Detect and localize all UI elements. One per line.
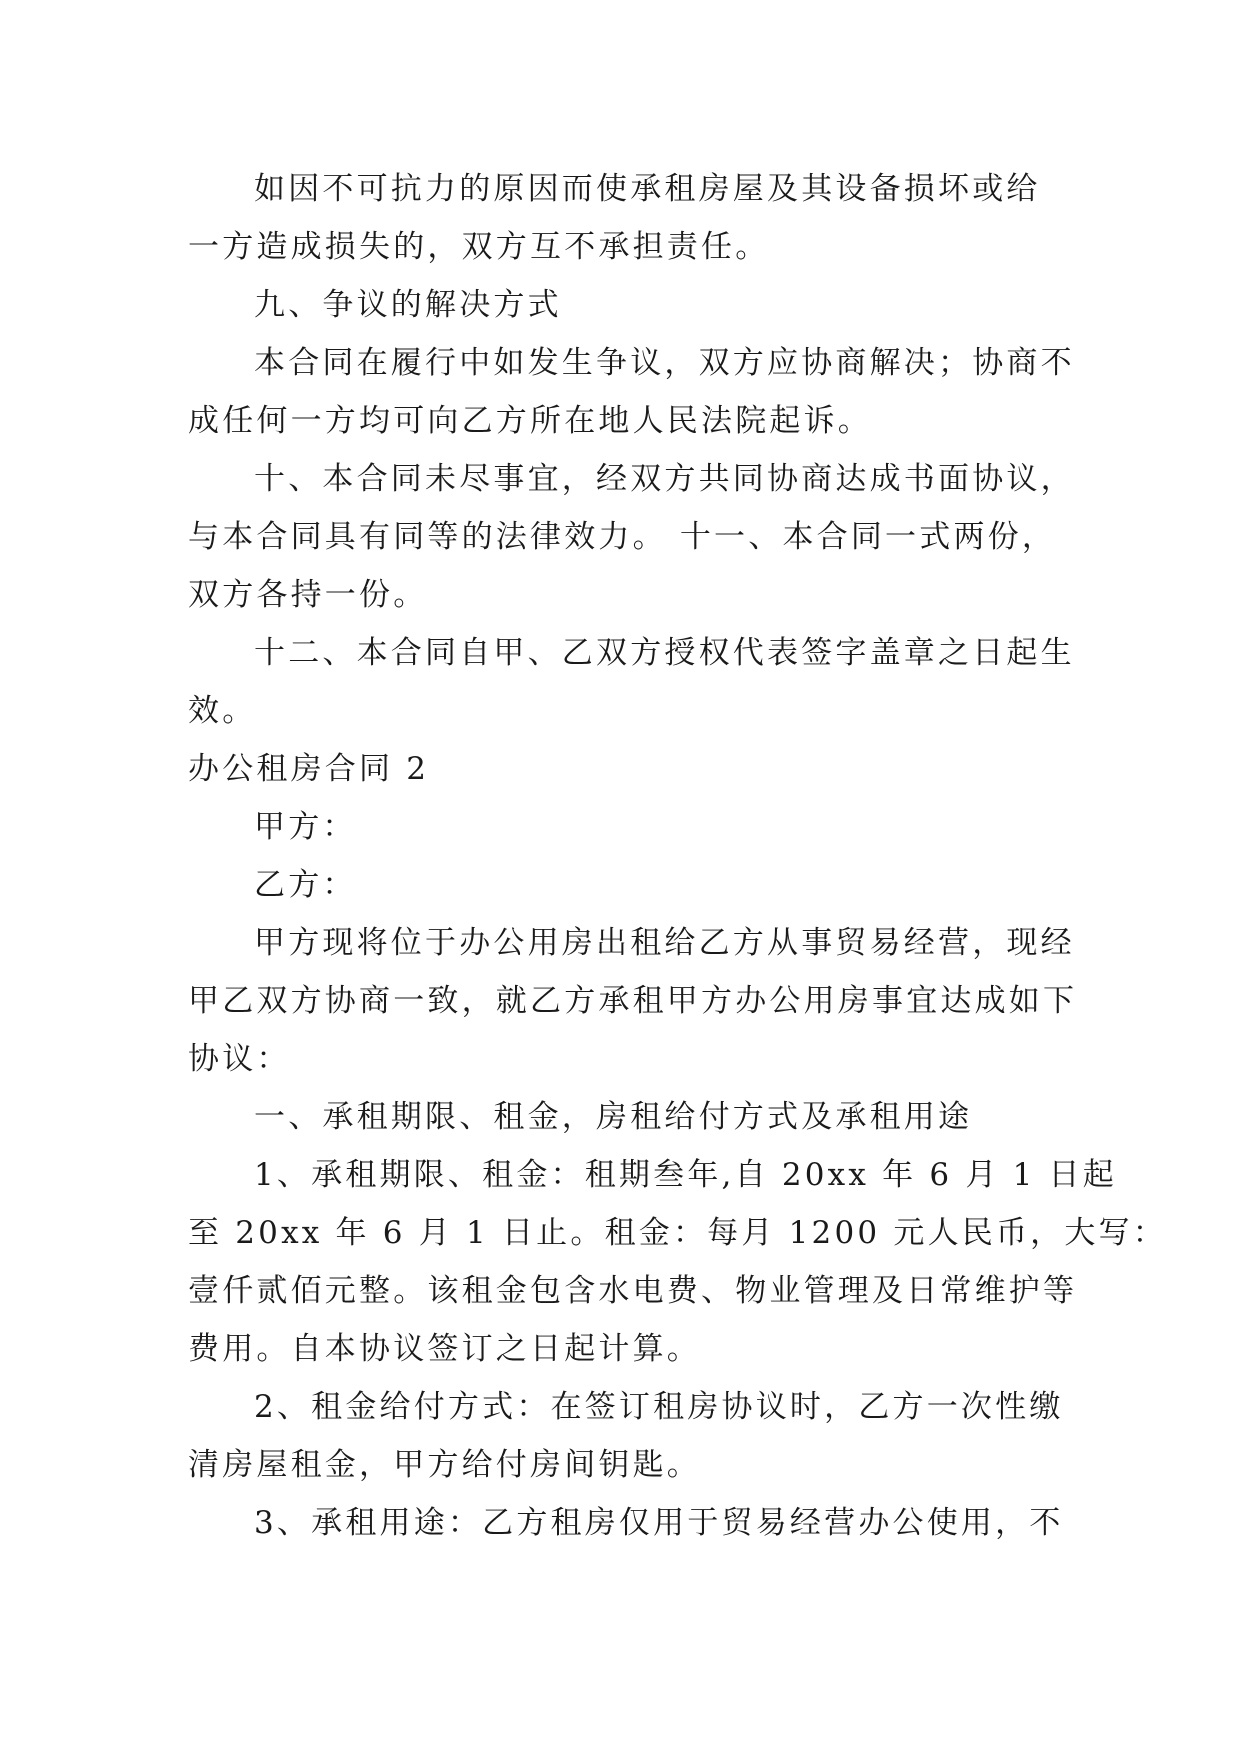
party-a-label: 甲方：	[254, 809, 357, 845]
text-line: 与本合同具有同等的法律效力。 十一、本合同一式两份，	[188, 519, 1057, 555]
text-line: 费用。自本协议签订之日起计算。	[188, 1331, 701, 1367]
text-line: 清房屋租金，甲方给付房间钥匙。	[188, 1447, 701, 1483]
text-line: 至 20xx 年 6 月 1 日止。租金：每月 1200 元人民币，大写：	[188, 1215, 1167, 1251]
text-line: 协议：	[188, 1041, 291, 1077]
text-line: 十、本合同未尽事宜，经双方共同协商达成书面协议，	[254, 461, 1075, 497]
text-line: 1、承租期限、租金：租期叁年,自 20xx 年 6 月 1 日起	[254, 1157, 1117, 1193]
text-line: 效。	[188, 693, 257, 729]
party-b-label: 乙方：	[254, 867, 357, 903]
section-heading: 九、争议的解决方式	[254, 287, 562, 323]
text-line: 本合同在履行中如发生争议，双方应协商解决；协商不	[254, 345, 1075, 381]
text-line: 甲方现将位于办公用房出租给乙方从事贸易经营，现经	[254, 925, 1075, 961]
document-body	[188, 160, 1167, 1552]
text-line: 壹仟贰佰元整。该租金包含水电费、物业管理及日常维护等	[188, 1273, 1078, 1309]
text-line: 一方造成损失的，双方互不承担责任。	[188, 229, 770, 265]
text-line: 2、租金给付方式：在签订租房协议时，乙方一次性缴	[254, 1389, 1064, 1425]
section-heading: 一、承租期限、租金，房租给付方式及承租用途	[254, 1099, 973, 1135]
text-line: 十二、本合同自甲、乙双方授权代表签字盖章之日起生	[254, 635, 1075, 671]
text-line: 甲乙双方协商一致，就乙方承租甲方办公用房事宜达成如下	[188, 983, 1078, 1019]
text-line: 双方各持一份。	[188, 577, 428, 613]
text-line: 成任何一方均可向乙方所在地人民法院起诉。	[188, 403, 872, 439]
document-title: 办公租房合同 2	[188, 751, 430, 787]
text-line: 3、承租用途：乙方租房仅用于贸易经营办公使用，不	[254, 1505, 1064, 1541]
text-line: 如因不可抗力的原因而使承租房屋及其设备损坏或给	[254, 171, 1041, 207]
